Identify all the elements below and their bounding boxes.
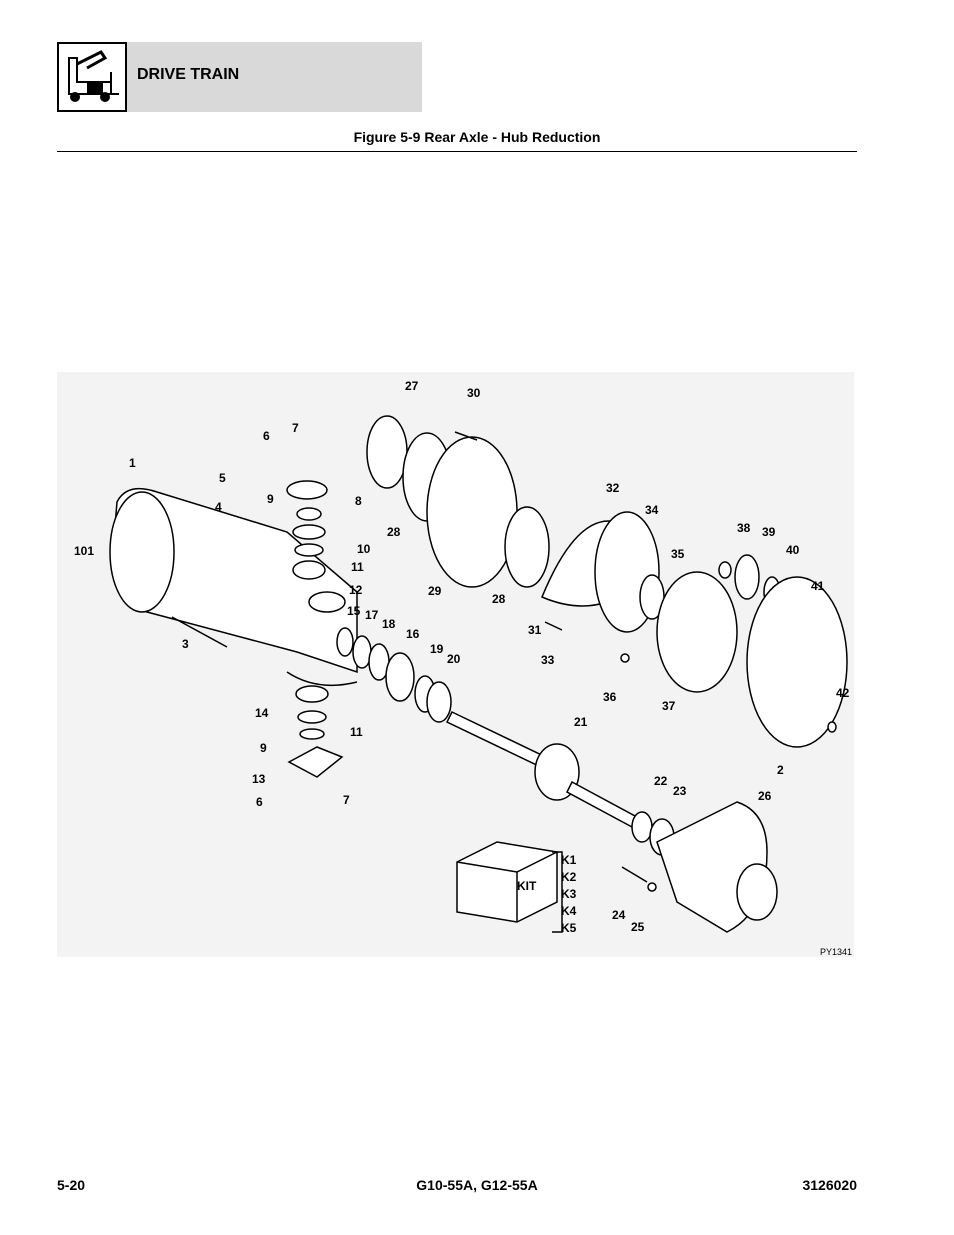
callout-33: 33 [541,653,555,667]
callout-6-lower: 6 [256,795,263,809]
callout-34: 34 [645,503,659,517]
drawing-id: PY1341 [820,947,853,957]
callout-10: 10 [357,542,371,556]
callout-42: 42 [836,686,850,700]
section-title: DRIVE TRAIN [137,66,240,83]
callout-11-lower: 11 [350,725,363,739]
callout-3: 3 [182,637,189,651]
callout-13: 13 [252,772,266,786]
callout-19: 19 [430,642,444,656]
page-number: 5-20 [57,1177,86,1193]
model-numbers: G10-55A, G12-55A [416,1177,538,1193]
callout-28-upper: 28 [387,525,401,539]
callout-40: 40 [786,543,800,557]
callout-36: 36 [603,690,617,704]
callout-29: 29 [428,584,442,598]
callout-6: 6 [263,429,270,443]
rear-axle-drawing [57,372,854,957]
section-header [57,42,422,112]
callout-31: 31 [528,623,542,637]
callout-17: 17 [365,608,379,622]
kit-k5: K5 [561,921,577,935]
callout-35: 35 [671,547,685,561]
kit-k2: K2 [561,870,577,884]
header-rule [57,151,857,152]
callout-5: 5 [219,471,226,485]
callout-27: 27 [405,379,419,393]
callout-24: 24 [612,908,626,922]
callout-9-lower: 9 [260,741,267,755]
callout-11: 11 [351,560,364,574]
callout-15: 15 [347,604,361,618]
callout-7: 7 [292,421,299,435]
kit-k1: K1 [561,853,577,867]
callout-21: 21 [574,715,588,729]
figure-title: Figure 5-9 Rear Axle - Hub Reduction [353,129,601,145]
callout-30: 30 [467,386,481,400]
callout-18: 18 [382,617,396,631]
callout-23: 23 [673,784,687,798]
callout-38: 38 [737,521,751,535]
callout-1: 1 [129,456,136,470]
callout-22: 22 [654,774,668,788]
callout-9: 9 [267,492,274,506]
callout-28-lower: 28 [492,592,506,606]
callout-2: 2 [777,763,784,777]
callout-32: 32 [606,481,620,495]
callout-41: 41 [811,579,825,593]
exploded-diagram [57,372,854,957]
callout-39: 39 [762,525,776,539]
callout-25: 25 [631,920,645,934]
callout-26: 26 [758,789,772,803]
callout-20: 20 [447,652,461,666]
kit-k3: K3 [561,887,577,901]
forklift-icon [57,42,127,112]
callout-12: 12 [349,583,363,597]
callout-7-lower: 7 [343,793,350,807]
document-number: 3126020 [802,1177,857,1193]
kit-list [561,853,577,935]
kit-k4: K4 [561,904,577,918]
callout-37: 37 [662,699,676,713]
callout-14: 14 [255,706,269,720]
kit-box-label: KIT [517,879,537,893]
callout-101: 101 [74,544,95,558]
callout-8: 8 [355,494,362,508]
callout-4: 4 [215,500,222,514]
callout-16: 16 [406,627,420,641]
